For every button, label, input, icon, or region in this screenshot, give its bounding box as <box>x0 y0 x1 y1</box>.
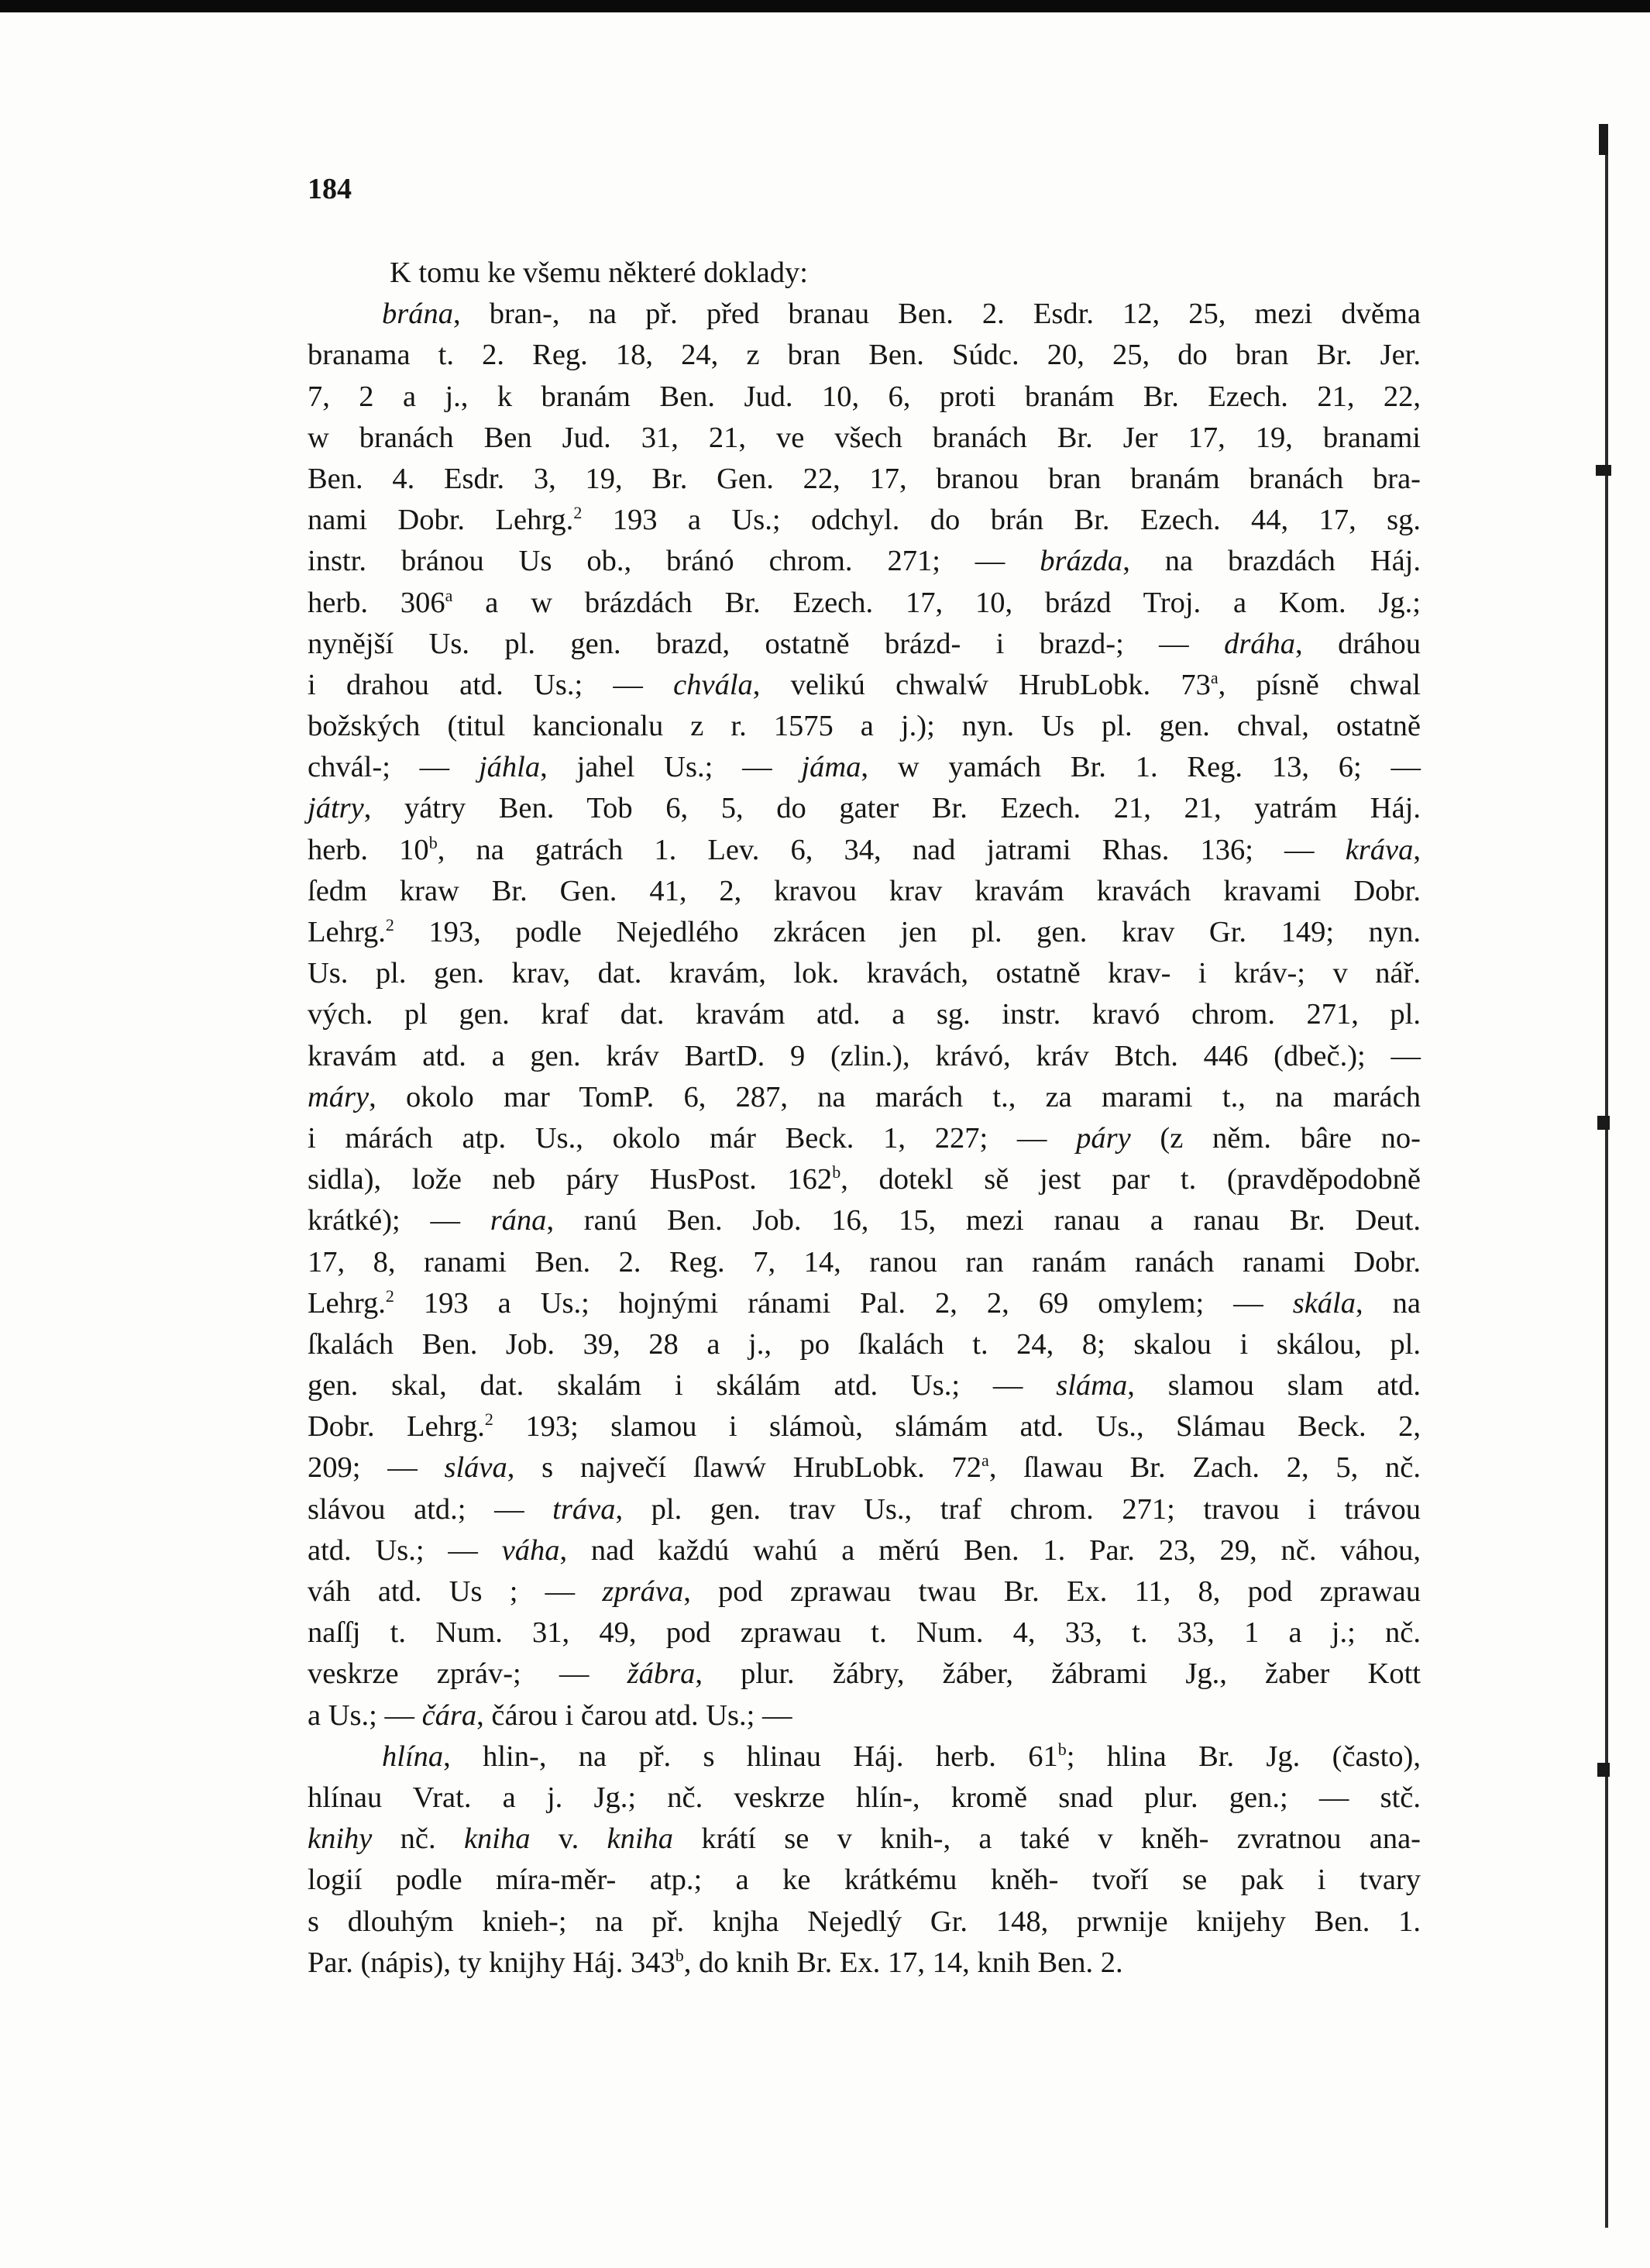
text-run: naſſj t. Num. 31, 49, pod zprawau t. Num. 4, 33, t. 33, 1 a j.; nč. <box>308 1616 1421 1650</box>
text-line <box>308 1530 1421 1571</box>
scan-edge-mark <box>1597 1763 1610 1777</box>
text-run: 209; — <box>308 1451 445 1485</box>
text-run: Lehrg. <box>308 916 386 948</box>
text-line <box>308 665 1421 706</box>
text-run: krátké); — <box>308 1204 490 1237</box>
text-run: , čárou i čarou atd. Us.; — <box>476 1698 792 1732</box>
text-line <box>308 1819 1421 1860</box>
text-run: , na gatrách 1. Lev. 6, 34, nad jatrami Rhas. 136; — <box>437 833 1346 866</box>
text-run: 193; slamou i slámoù, slámám atd. Us., Slámau Beck. 2, <box>493 1410 1421 1444</box>
superscript: b <box>1057 1739 1067 1759</box>
text-run: , yátry Ben. Tob 6, 5, do gater Br. Ezech. 21, 21, yatrám Háj. <box>363 792 1421 825</box>
headword: čára <box>421 1698 477 1732</box>
text-line <box>308 830 1421 871</box>
superscript: 2 <box>385 1285 394 1306</box>
headword: rána <box>490 1204 547 1237</box>
text-run: ſkalách Ben. Job. 39, 28 a j., po ſkalách t. 24, 8; skalou i skálou, pl. <box>308 1327 1421 1361</box>
page-number: 184 <box>308 173 352 205</box>
headword: brázda <box>1040 545 1123 578</box>
text-line <box>308 871 1421 912</box>
text-run: (z něm. bâre no- <box>1130 1121 1421 1155</box>
scan-edge-mark <box>1599 124 1608 155</box>
superscript: b <box>428 832 438 852</box>
scan-edge-mark <box>1597 1116 1610 1130</box>
text-run: Par. (nápis), ty knijhy Háj. 343 <box>308 1946 675 1979</box>
text-line <box>308 1200 1421 1241</box>
text-run: herb. 10 <box>308 833 429 866</box>
text-run: , ranú Ben. Job. 16, 15, mezi ranau a ranau Br. Deut. <box>546 1204 1421 1237</box>
text-run: , pl. gen. trav Us., traf chrom. 271; travou i trávou <box>615 1492 1421 1526</box>
headword: kniha <box>607 1822 674 1856</box>
headword: brána <box>382 298 453 331</box>
text-line <box>308 912 1421 953</box>
text-run: 193 a Us.; hojnými ránami Pal. 2, 2, 69 omylem; — <box>394 1286 1293 1320</box>
text-run: , hlin-, na př. s hlinau Háj. herb. 61 <box>443 1740 1058 1773</box>
text-run: nami Dobr. Lehrg. <box>308 504 574 537</box>
text-line <box>308 1365 1421 1406</box>
text-line <box>308 1406 1421 1447</box>
text-run: s dlouhým knieh-; na př. knjha Nejedlý Gr. 148, prwnije knijehy Ben. 1. <box>308 1905 1421 1938</box>
headword: sláva <box>444 1451 507 1485</box>
text-run: v. <box>530 1822 607 1856</box>
text-line <box>308 500 1421 541</box>
text-line <box>308 541 1421 582</box>
text-line <box>308 1943 1421 1984</box>
text-line <box>308 1695 1421 1736</box>
text-run: , na <box>1356 1286 1421 1320</box>
superscript: a <box>445 585 453 605</box>
text-line <box>308 1489 1421 1530</box>
text-line <box>308 1736 1421 1778</box>
text-run: , ſlawau Br. Zach. 2, 5, nč. <box>988 1451 1421 1485</box>
text-line <box>308 1118 1421 1159</box>
text-line <box>308 1860 1421 1901</box>
text-run: , bran-, na př. před branau Ben. 2. Esdr. 12, 25, mezi dvěma <box>452 298 1421 331</box>
text-run: w branách Ben Jud. 31, 21, ve všech branách Br. Jer 17, 19, branami <box>308 421 1421 454</box>
superscript: 2 <box>385 915 394 934</box>
text-run: Us. pl. gen. krav, dat. kravám, lok. kravách, ostatně krav- i kráv-; v nář. <box>308 957 1421 990</box>
text-run: atd. Us.; — <box>308 1533 502 1567</box>
text-run: instr. bránou Us ob., bránó chrom. 271; — <box>308 545 1040 578</box>
text-line <box>308 1077 1421 1118</box>
text-run: nč. <box>372 1822 464 1856</box>
text-line <box>308 1283 1421 1324</box>
text-line <box>308 747 1421 788</box>
text-line <box>308 953 1421 994</box>
text-line <box>308 1571 1421 1612</box>
text-run: , <box>1413 833 1421 866</box>
headword: sláma <box>1056 1369 1128 1402</box>
headword: tráva <box>552 1492 616 1526</box>
text-run: hlínau Vrat. a j. Jg.; nč. veskrze hlín-, kromě snad plur. gen.; — stč. <box>308 1781 1421 1814</box>
headword: kráva <box>1345 833 1414 866</box>
text-run: ſedm kraw Br. Gen. 41, 2, kravou krav kravám kravách kravami Dobr. <box>308 874 1421 907</box>
text-line <box>308 583 1421 624</box>
superscript: 2 <box>573 503 583 523</box>
headword: hlína <box>382 1740 444 1773</box>
text-run: branama t. 2. Reg. 18, 24, z bran Ben. Súdc. 20, 25, do bran Br. Jer. <box>308 339 1421 372</box>
text-line <box>308 1036 1421 1077</box>
text-line <box>308 1447 1421 1488</box>
text-run: chvál-; — <box>308 751 479 784</box>
superscript: a <box>1210 667 1219 687</box>
headword: knihy <box>308 1822 373 1856</box>
superscript: b <box>675 1945 684 1965</box>
text-line <box>308 335 1421 376</box>
headword: játry <box>308 792 364 825</box>
text-line <box>308 624 1421 665</box>
text-run: , plur. žábry, žáber, žábrami Jg., žaber Kott <box>695 1657 1421 1691</box>
text-run: Lehrg. <box>308 1286 386 1320</box>
text-line <box>308 1901 1421 1943</box>
text-run: , pod zprawau twau Br. Ex. 11, 8, pod zprawau <box>683 1575 1421 1608</box>
text-run: K tomu ke všemu některé doklady: <box>390 256 808 289</box>
text-line <box>308 294 1421 335</box>
text-run: , do knih Br. Ex. 17, 14, knih Ben. 2. <box>683 1946 1123 1979</box>
headword: kniha <box>463 1822 531 1856</box>
text-run: 17, 8, ranami Ben. 2. Reg. 7, 14, ranou ran ranám ranách ranami Dobr. <box>308 1245 1421 1279</box>
text-run: sidla), lože neb páry HusPost. 162 <box>308 1163 833 1196</box>
text-line <box>308 1654 1421 1695</box>
scan-right-edge <box>1605 136 1608 2228</box>
text-line <box>308 788 1421 829</box>
text-line <box>308 377 1421 418</box>
headword: skála <box>1292 1286 1356 1320</box>
text-run: Ben. 4. Esdr. 3, 19, Br. Gen. 22, 17, branou bran branám branách bra- <box>308 462 1421 495</box>
text-line <box>308 1324 1421 1365</box>
text-run: váh atd. Us ; — <box>308 1575 603 1608</box>
headword: dráha <box>1224 627 1296 660</box>
text-run: i márách atp. Us., okolo már Beck. 1, 227; — <box>308 1121 1077 1155</box>
text-run: , dráhou <box>1295 627 1421 660</box>
text-line <box>308 418 1421 459</box>
text-run: krátí se v knih-, a také v kněh- zvratnou ana- <box>673 1822 1421 1856</box>
text-line <box>308 1242 1421 1283</box>
text-run: vých. pl gen. kraf dat. kravám atd. a sg. instr. kravó chrom. 271, pl. <box>308 998 1421 1031</box>
text-line <box>308 459 1421 500</box>
headword: chvála <box>673 668 753 701</box>
text-run: veskrze zpráv-; — <box>308 1657 627 1691</box>
superscript: 2 <box>484 1409 493 1430</box>
headword: máry <box>308 1080 370 1113</box>
headword: žábra <box>627 1657 696 1691</box>
text-run: a w brázdách Br. Ezech. 17, 10, brázd Troj. a Kom. Jg.; <box>452 586 1421 619</box>
text-run: i drahou atd. Us.; — <box>308 668 674 701</box>
text-line <box>308 994 1421 1035</box>
text-line <box>308 706 1421 747</box>
text-run: , jahel Us.; — <box>540 751 802 784</box>
text-run: 7, 2 a j., k branám Ben. Jud. 10, 6, proti branám Br. Ezech. 21, 22, <box>308 380 1421 413</box>
text-run: a Us.; — <box>308 1698 422 1732</box>
headword: váha <box>501 1533 560 1567</box>
text-run: logií podle míra-měr- atp.; a ke krátkému kněh- tvoří se pak i tvary <box>308 1864 1421 1897</box>
text-run: nynější Us. pl. gen. brazd, ostatně brázd- i brazd-; — <box>308 627 1225 660</box>
superscript: b <box>832 1162 841 1182</box>
headword: jáhla <box>478 751 541 784</box>
superscript: a <box>981 1451 989 1471</box>
headword: jáma <box>801 751 861 784</box>
text-line <box>308 1612 1421 1654</box>
text-run: ; hlina Br. Jg. (často), <box>1066 1740 1421 1773</box>
text-run: , okolo mar TomP. 6, 287, na marách t., za marami t., na marách <box>369 1080 1421 1113</box>
text-run: , dotekl sě jest par t. (pravděpodobně <box>840 1163 1421 1196</box>
text-run: , na brazdách Háj. <box>1122 545 1421 578</box>
scan-top-border <box>0 0 1650 12</box>
text-run: , písně chwal <box>1218 668 1421 701</box>
text-run: 193, podle Nejedlého zkrácen jen pl. gen. krav Gr. 149; nyn. <box>394 916 1421 948</box>
text-run: , s največí ſlawẃ HrubLobk. 72 <box>507 1451 982 1485</box>
headword: zpráva <box>602 1575 684 1608</box>
text-run: , nad každú wahú a měrú Ben. 1. Par. 23, 29, nč. váhou, <box>559 1533 1421 1567</box>
text-run: gen. skal, dat. skalám i skálám atd. Us.; — <box>308 1369 1057 1402</box>
text-line <box>308 1159 1421 1200</box>
text-line <box>308 1778 1421 1819</box>
text-run: Dobr. Lehrg. <box>308 1410 485 1444</box>
text-body <box>308 253 1421 1984</box>
text-run: , slamou slam atd. <box>1127 1369 1421 1402</box>
text-line <box>308 253 1421 294</box>
text-run: 193 a Us.; odchyl. do brán Br. Ezech. 44, 17, sg. <box>582 504 1421 537</box>
text-run: božských (titul kancionalu z r. 1575 a j.); nyn. Us pl. gen. chval, ostatně <box>308 710 1421 743</box>
text-run: kravám atd. a gen. kráv BartD. 9 (zlin.), krávó, kráv Btch. 446 (dbeč.); — <box>308 1039 1421 1072</box>
text-run: , w yamách Br. 1. Reg. 13, 6; — <box>861 751 1421 784</box>
text-run: herb. 306 <box>308 586 445 619</box>
headword: páry <box>1076 1121 1131 1155</box>
scan-edge-mark <box>1596 465 1611 476</box>
text-run: slávou atd.; — <box>308 1492 553 1526</box>
text-run: , velikú chwalẃ HrubLobk. 73 <box>752 668 1211 701</box>
